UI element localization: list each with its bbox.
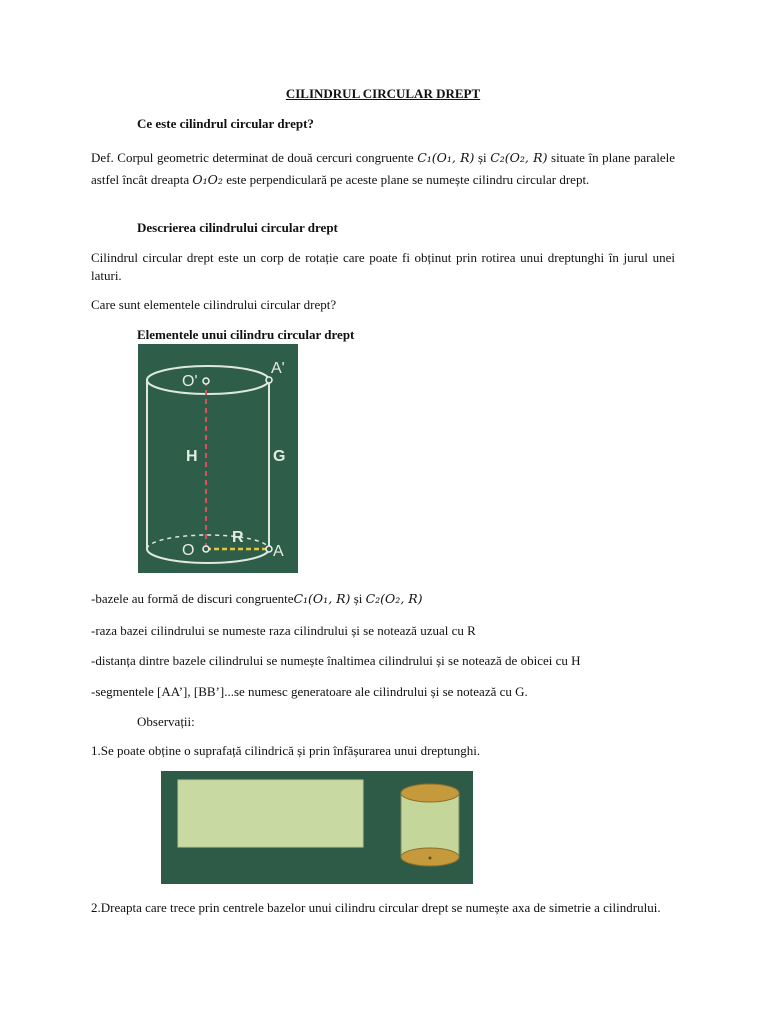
generator-line: -segmentele [AA’], [BB’]...se numesc generatoare ale cilindrului și se notează cu G. xyxy=(91,684,528,699)
question-paragraph: Care sunt elementele cilindrului circular drept? xyxy=(91,297,337,312)
point-a-top xyxy=(266,377,272,383)
heading-what-is: Ce este cilindrul circular drept? xyxy=(137,116,314,131)
definition-paragraph: Def. Corpul geometric determinat de două cercuri congruente C₁(O₁, R) și C₂(O₂, R) situate în plane paralele astfel încât dreapta O₁O₂ este perpendiculară pe aceste plane se numește cilindru circular drept. xyxy=(91,150,675,187)
cylinder-side xyxy=(401,793,459,857)
heading-elements: Elementele unui cilindru circular drept xyxy=(137,327,355,342)
height-line: -distanța dintre bazele cilindrului se numește înaltimea cilindrului și se notează de obicei cu H xyxy=(91,653,581,668)
math-o1o2: O₁O₂ xyxy=(192,172,223,187)
observation-2: 2.Dreapta care trece prin centrele bazelor unui cilindru circular drept se numește axa de simetrie a cilindrului. xyxy=(91,900,661,915)
label-a-top: A' xyxy=(271,360,285,377)
cylinder-top-base xyxy=(401,784,459,802)
point-a xyxy=(266,546,272,552)
cylinder-center-point xyxy=(429,857,432,860)
point-o xyxy=(203,546,209,552)
cylinder-diagram xyxy=(138,344,298,573)
math-c2: C₂(O₂, R) xyxy=(490,150,548,165)
math-c2-bases: C₂(O₂, R) xyxy=(365,591,423,606)
document-title: CILINDRUL CIRCULAR DREPT xyxy=(285,86,481,101)
math-c1: C₁(O₁, R) xyxy=(417,150,475,165)
label-o-top: O' xyxy=(182,373,198,390)
math-c1-bases: C₁(O₁, R) xyxy=(293,591,351,606)
heading-description: Descrierea cilindrului circular drept xyxy=(137,220,338,235)
paper-rectangle xyxy=(178,780,363,847)
rectangle-to-cylinder-figure xyxy=(161,771,473,884)
description-paragraph: Cilindrul circular drept este un corp de rotație care poate fi obținut prin rotirea unui dreptunghi în jurul unei laturi. xyxy=(91,250,675,283)
label-g: G xyxy=(273,448,286,465)
label-o: O xyxy=(182,542,195,559)
cylinder-elements-figure xyxy=(138,344,298,573)
radius-line: -raza bazei cilindrului se numeste raza cilindrului și se notează uzual cu R xyxy=(91,623,476,638)
label-h: H xyxy=(186,448,198,465)
rolling-diagram xyxy=(161,771,473,884)
label-r: R xyxy=(232,529,244,546)
observation-1: 1.Se poate obține o suprafață cilindrică și prin înfășurarea unui dreptunghi. xyxy=(91,743,481,758)
label-a: A xyxy=(273,543,284,560)
observations-label: Observații: xyxy=(137,714,195,729)
point-o-top xyxy=(203,378,209,384)
bases-line: -bazele au formă de discuri congruenteC₁(O₁, R) și C₂(O₂, R) xyxy=(91,591,423,606)
